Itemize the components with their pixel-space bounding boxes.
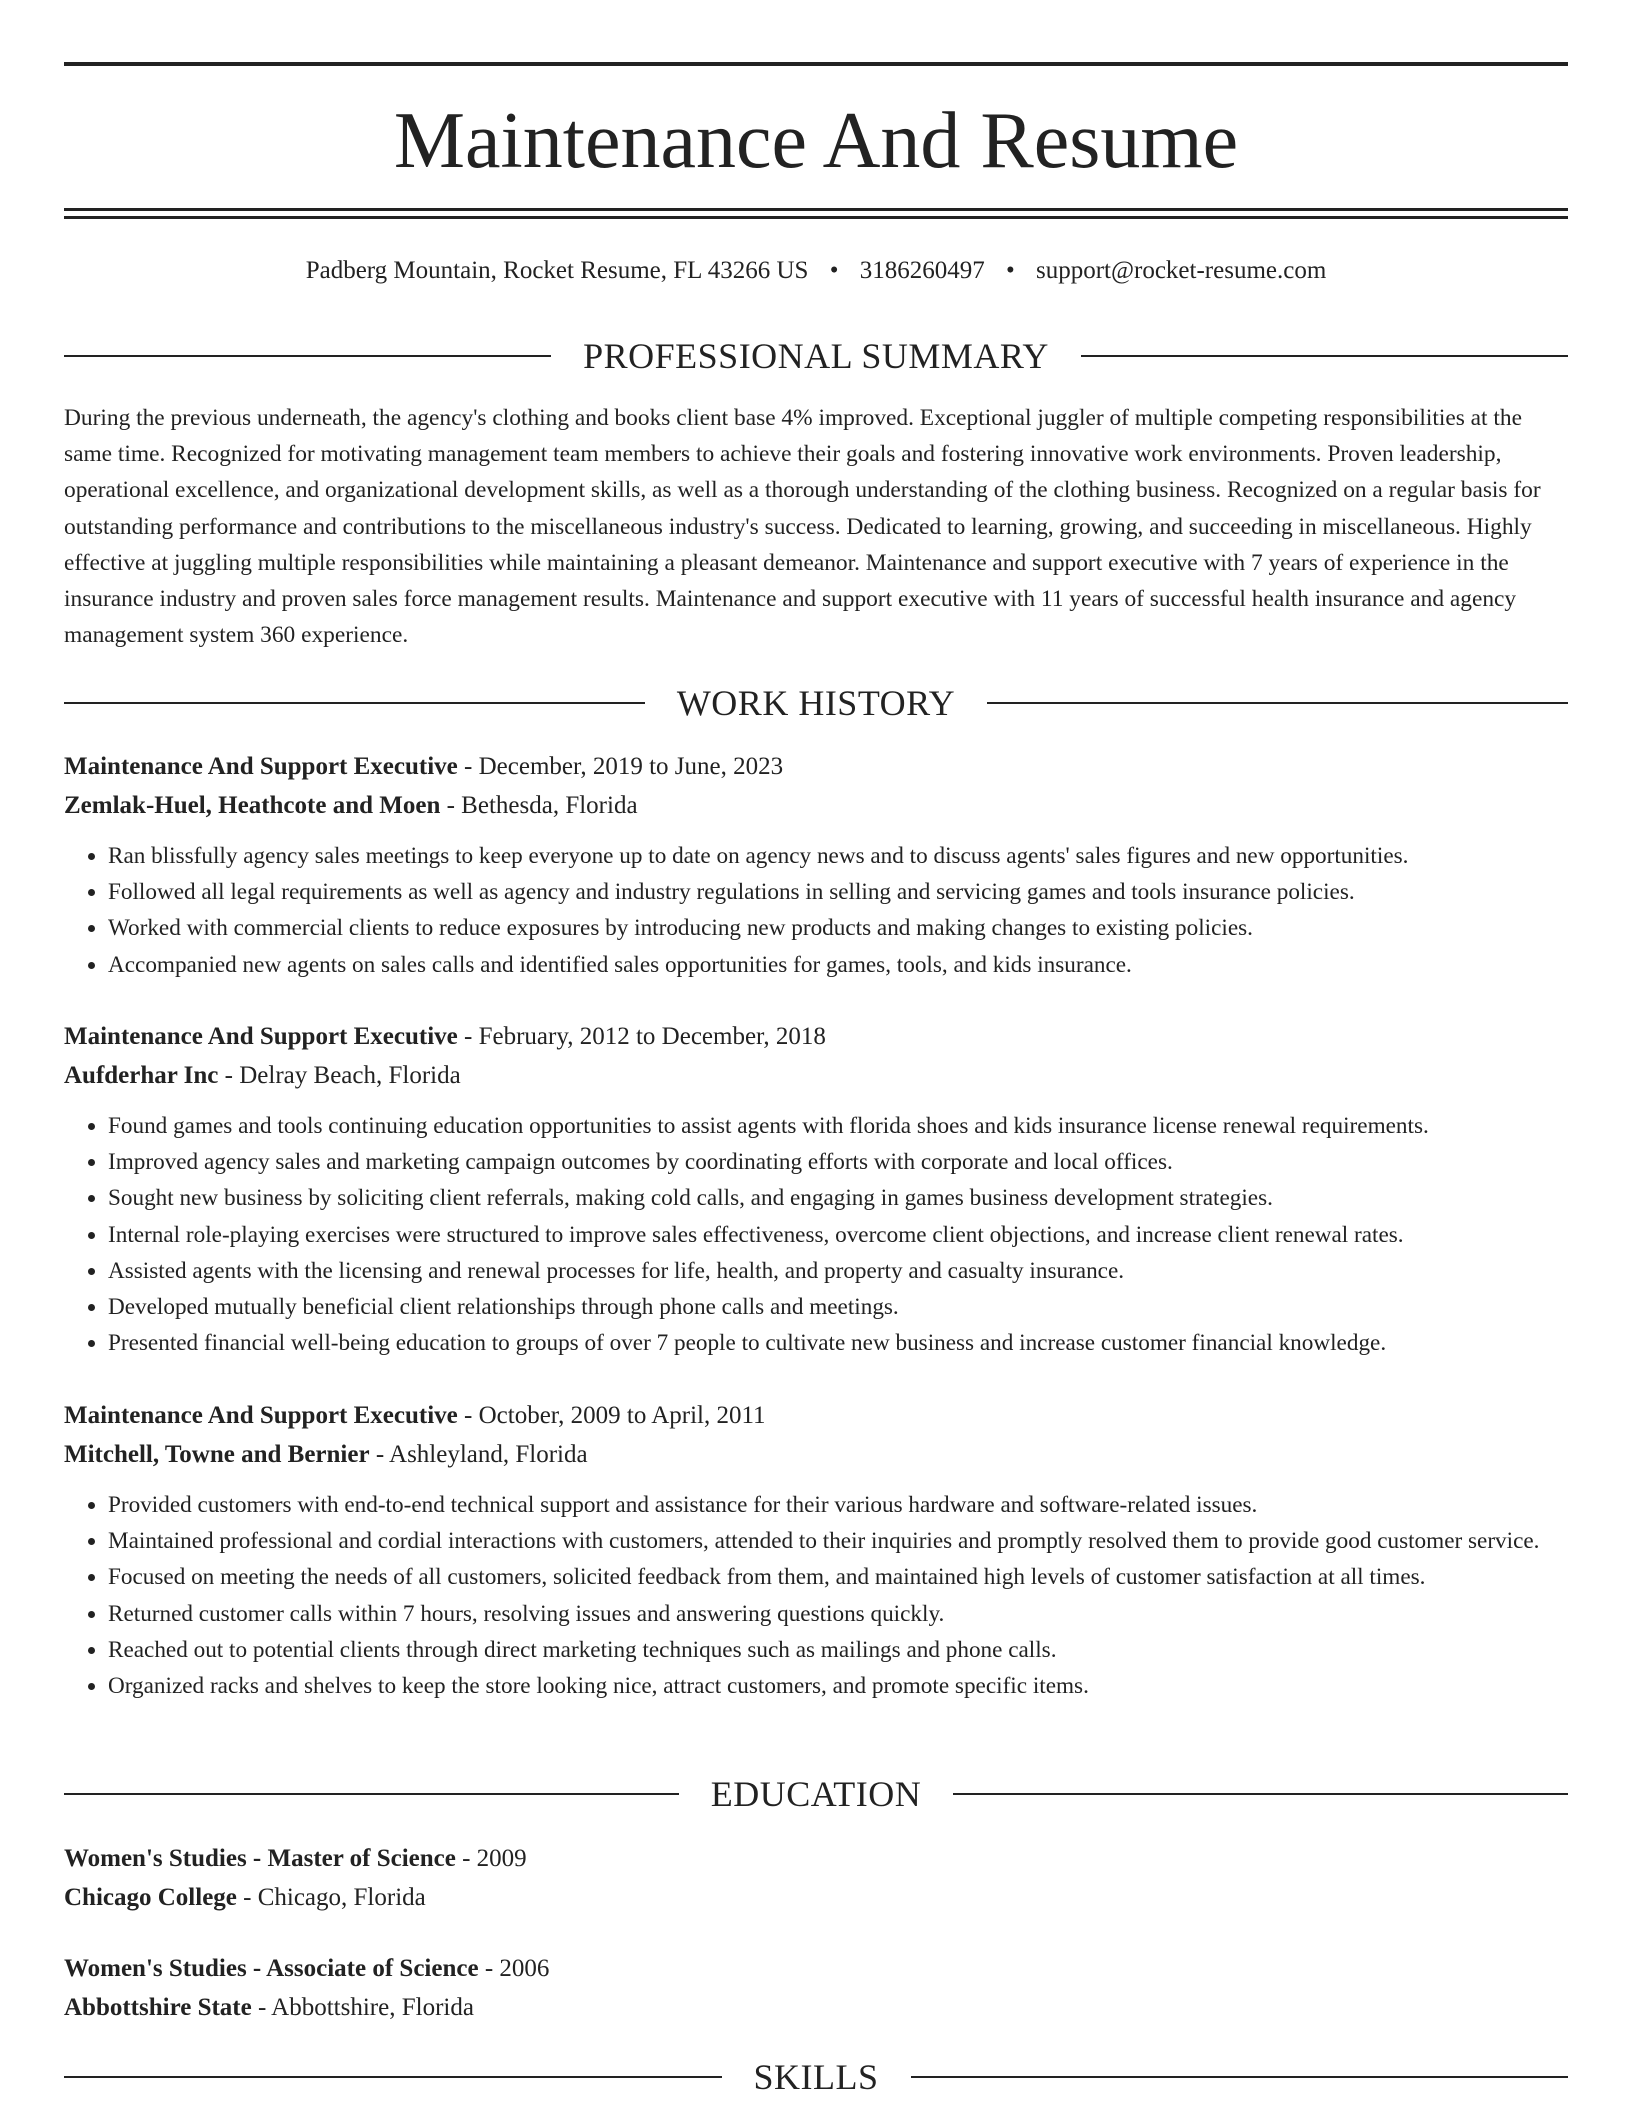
- job-title-line: [64, 1018, 1568, 1057]
- job-location: - Bethesda, Florida: [440, 791, 638, 819]
- section-title: EDUCATION: [710, 1774, 922, 1814]
- section-header-work-history: [64, 681, 1568, 725]
- title-rule-upper: [64, 208, 1568, 211]
- bullet-item: • Focused on meeting the needs of all customers, solicited feedback from them, and maintained high levels of customer satisfaction at all times.: [108, 1559, 1568, 1595]
- job-dates: - October, 2009 to April, 2011: [457, 1402, 766, 1429]
- contact-address: Padberg Mountain, Rocket Resume, FL 43266 US: [305, 257, 809, 284]
- job-company: Zemlak-Huel, Heathcote and Moen: [64, 791, 441, 819]
- summary-text: During the previous underneath, the agency's clothing and books client base 4% improved. Exceptional juggler of multiple competing responsibilities at the same time. Recognized for motivating management team members to achieve their goals and fostering innovative work environments. Proven leadership, operational excellence, and organizational development skills, as well as a thorough understanding of the clothing business. Recognized on a regular basis for outstanding performance and contributions to the miscellaneous industry's success. Dedicated to learning, growing, and succeeding in miscellaneous. Highly effective at juggling multiple responsibilities while maintaining a pleasant demeanor. Maintenance and support executive with 7 years of experience in the insurance industry and proven sales force management results. Maintenance and support executive with 11 years of successful health insurance and agency management system 360 experience.: [64, 405, 1541, 649]
- education-entry: [64, 1950, 1568, 2027]
- bullet-item: • Organized racks and shelves to keep the store looking nice, attract customers, and promote specific items.: [108, 1668, 1568, 1704]
- section-rule-left: [64, 2076, 722, 2078]
- section-title: WORK HISTORY: [676, 683, 956, 723]
- job-company-line: [64, 1436, 1568, 1475]
- contact-separator: •: [829, 257, 839, 284]
- resume-name: Maintenance And Resume: [393, 97, 1239, 185]
- contact-email: support@rocket-resume.com: [1035, 257, 1327, 284]
- section-header-summary: [64, 334, 1568, 378]
- bullet-item: • Maintained professional and cordial interactions with customers, attended to their inquiries and promptly resolved them to provide good customer service.: [108, 1523, 1568, 1559]
- section-header-skills: [64, 2055, 1568, 2099]
- bullet-item: • Followed all legal requirements as well as agency and industry regulations in selling and servicing games and tools insurance policies.: [108, 874, 1568, 910]
- bullet-item: • Internal role-playing exercises were structured to improve sales effectiveness, overcome client objections, and increase client renewal rates.: [108, 1217, 1568, 1253]
- job-title: Maintenance And Support Executive: [64, 1023, 458, 1050]
- job-bullets: [64, 838, 1568, 983]
- bullet-item: • Presented financial well-being education to groups of over 7 people to cultivate new business and increase customer financial knowledge.: [108, 1325, 1568, 1361]
- top-rule: [64, 62, 1568, 66]
- school: Abbottshire State: [64, 1993, 252, 2021]
- section-rule-left: [64, 1793, 679, 1795]
- job-entry: [64, 1018, 1568, 1361]
- bullet-item: • Reached out to potential clients through direct marketing techniques such as mailings and phone calls.: [108, 1632, 1568, 1668]
- bullet-item: • Returned customer calls within 7 hours, resolving issues and answering questions quickly.: [108, 1596, 1568, 1632]
- job-location: - Delray Beach, Florida: [218, 1061, 461, 1089]
- bullet-item: • Worked with commercial clients to reduce exposures by introducing new products and making changes to existing policies.: [108, 910, 1568, 946]
- bullet-item: • Accompanied new agents on sales calls and identified sales opportunities for games, tools, and kids insurance.: [108, 947, 1568, 983]
- job-dates: - February, 2012 to December, 2018: [457, 1023, 826, 1050]
- degree-year: - 2006: [478, 1955, 550, 1982]
- job-entry: [64, 1397, 1568, 1704]
- bullet-item: • Provided customers with end-to-end technical support and assistance for their various hardware and software-related issues.: [108, 1487, 1568, 1523]
- job-entry: [64, 748, 1568, 983]
- degree: Women's Studies - Associate of Science: [64, 1955, 479, 1982]
- job-company: Mitchell, Towne and Bernier: [64, 1440, 370, 1468]
- job-bullets: [64, 1108, 1568, 1361]
- section-rule-right: [987, 702, 1568, 704]
- school-location: - Abbottshire, Florida: [251, 1993, 474, 2021]
- section-rule-left: [64, 702, 645, 704]
- job-location: - Ashleyland, Florida: [369, 1440, 588, 1468]
- contact-separator: •: [1005, 257, 1015, 284]
- school: Chicago College: [64, 1883, 237, 1911]
- bullet-item: • Developed mutually beneficial client relationships through phone calls and meetings.: [108, 1289, 1568, 1325]
- job-title-line: [64, 748, 1568, 787]
- contact-phone: 3186260497: [859, 257, 985, 284]
- job-title-line: [64, 1397, 1568, 1436]
- school-line: [64, 1989, 1568, 2028]
- bullet-item: • Found games and tools continuing education opportunities to assist agents with florida shoes and kids insurance license renewal requirements.: [108, 1108, 1568, 1144]
- job-title: Maintenance And Support Executive: [64, 1402, 458, 1429]
- title-rule-lower: [64, 216, 1568, 219]
- school-location: - Chicago, Florida: [236, 1883, 426, 1911]
- job-company-line: [64, 1057, 1568, 1096]
- section-header-education: [64, 1772, 1568, 1816]
- section-title: PROFESSIONAL SUMMARY: [583, 336, 1049, 376]
- job-company-line: [64, 787, 1568, 826]
- degree-line: [64, 1840, 1568, 1879]
- school-line: [64, 1879, 1568, 1918]
- section-rule-right: [911, 2076, 1569, 2078]
- degree: Women's Studies - Master of Science: [64, 1845, 456, 1872]
- job-company: Aufderhar Inc: [64, 1061, 219, 1089]
- job-dates: - December, 2019 to June, 2023: [457, 753, 784, 780]
- section-rule-right: [1081, 355, 1568, 357]
- bullet-item: • Sought new business by soliciting client referrals, making cold calls, and engaging in games business development strategies.: [108, 1180, 1568, 1216]
- job-title: Maintenance And Support Executive: [64, 753, 458, 780]
- bullet-item: • Assisted agents with the licensing and renewal processes for life, health, and property and casualty insurance.: [108, 1253, 1568, 1289]
- section-title: SKILLS: [753, 2057, 879, 2097]
- bullet-item: • Ran blissfully agency sales meetings to keep everyone up to date on agency news and to discuss agents' sales figures and new opportunities.: [108, 838, 1568, 874]
- bullet-item: • Improved agency sales and marketing campaign outcomes by coordinating efforts with corporate and local offices.: [108, 1144, 1568, 1180]
- degree-year: - 2009: [455, 1845, 527, 1872]
- degree-line: [64, 1950, 1568, 1989]
- job-bullets: [64, 1487, 1568, 1704]
- section-rule-right: [953, 1793, 1568, 1795]
- contact-line: [64, 252, 1568, 290]
- education-entry: [64, 1840, 1568, 1917]
- section-rule-left: [64, 355, 551, 357]
